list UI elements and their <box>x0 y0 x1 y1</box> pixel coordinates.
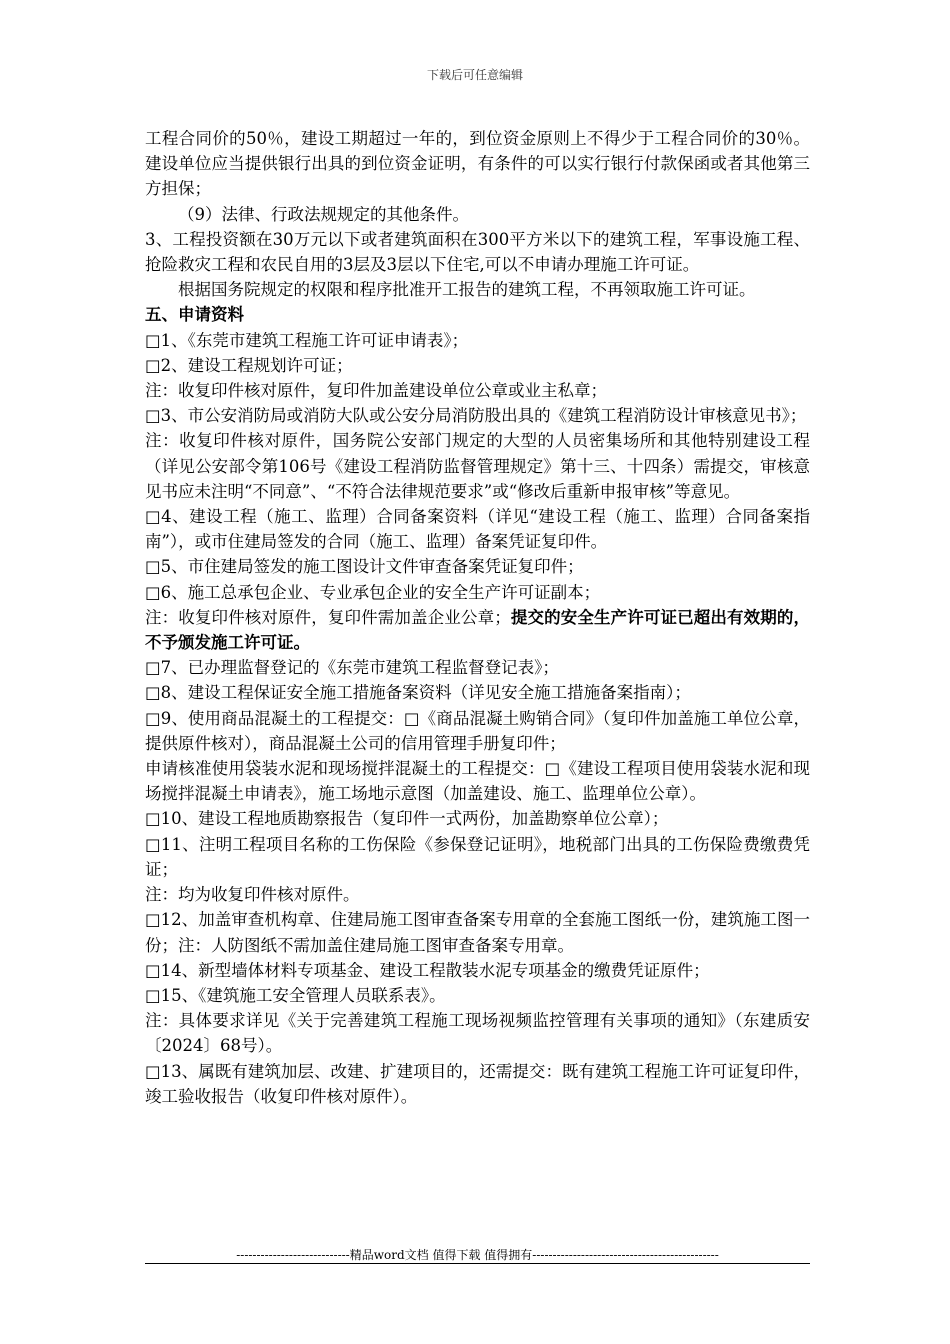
note-item-11: 注：均为收复印件核对原件。 <box>145 885 360 905</box>
item-9-bagged-cement: 申请核准使用袋装水泥和现场搅拌混凝土的工程提交：□《建设工程项目使用袋装水泥和现场搅拌混凝土申请表》，施工场地示意图（加盖建设、施工、监理单位公章）。 <box>145 759 810 804</box>
item-10: □10、建设工程地质勘察报告（复印件一式两份，加盖勘察单位公章）； <box>145 809 669 829</box>
note-item-6-bold: 提交的安全生产许可证已超出有效期的，不予颁发施工许可证。 <box>145 607 811 653</box>
section-heading-materials: 五、申请资料 <box>145 305 244 325</box>
item-13: □13、属既有建筑加层、改建、扩建项目的，还需提交：既有建筑工程施工许可证复印件，竣工验收报告（收复印件核对原件）。 <box>145 1061 810 1106</box>
note-item-15: 注：具体要求详见《关于完善建筑工程施工现场视频监控管理有关事项的通知》（东建质安〔2024〕68号）。 <box>145 1011 810 1056</box>
item-15: □15、《建筑施工安全管理人员联系表》。 <box>145 985 446 1005</box>
paragraph-capital-requirement: 工程合同价的50％，建设工期超过一年的，到位资金原则上不得少于工程合同价的30％。建设单位应当提供银行出具的到位资金证明，有条件的可以实行银行付款保函或者其他第三方担保； <box>145 129 810 199</box>
item-14: □14、新型墙体材料专项基金、建设工程散装水泥专项基金的缴费凭证原件； <box>145 960 710 980</box>
note-item-6 <box>145 605 810 655</box>
item-6: □6、施工总承包企业、专业承包企业的安全生产许可证副本； <box>145 582 601 602</box>
paragraph-exemption: 3、工程投资额在30万元以下或者建筑面积在300平方米以下的建筑工程，军事设施工程、抢险救灾工程和农民自用的3层及3层以下住宅,可以不申请办理施工许可证。 <box>145 229 810 275</box>
item-8: □8、建设工程保证安全施工措施备案资料（详见安全施工措施备案指南）； <box>145 683 691 703</box>
page-footer: ----------------------------精品word文档 值得下载 值得拥有---------------------------------------------- <box>236 1248 719 1262</box>
item-5: □5、市住建局签发的施工图设计文件审查备案凭证复印件； <box>145 557 584 577</box>
note-item-3: 注：收复印件核对原件，国务院公安部门规定的大型的人员密集场所和其他特别建设工程（详见公安部令第106号《建设工程消防监督管理规定》第十三、十四条）需提交，审核意见书应未注明“不同意”、“不符合法律规范要求”或“修改后重新申报审核”等意见。 <box>145 431 810 501</box>
item-7: □7、已办理监督登记的《东莞市建筑工程监督登记表》； <box>145 658 559 678</box>
item-4: □4、建设工程（施工、监理）合同备案资料（详见“建设工程（施工、监理）合同备案指南”），或市住建局签发的合同（施工、监理）备案凭证复印件。 <box>145 507 810 552</box>
footer-rule <box>145 1263 810 1264</box>
page-header: 下载后可任意编辑 <box>426 68 523 82</box>
item-2: □2、建设工程规划许可证； <box>145 355 353 375</box>
item-3: □3、市公安消防局或消防大队或公安分局消防股出具的《建筑工程消防设计审核意见书》； <box>145 406 807 426</box>
note-item-2: 注：收复印件核对原件，复印件加盖建设单位公章或业主私章； <box>145 381 607 401</box>
item-9: □9、使用商品混凝土的工程提交：□《商品混凝土购销合同》（复印件加盖施工单位公章，提供原件核对），商品混凝土公司的信用管理手册复印件； <box>145 708 810 753</box>
paragraph-state-council: 根据国务院规定的权限和程序批准开工报告的建筑工程，不再领取施工许可证。 <box>178 280 756 300</box>
item-1: □1、《东莞市建筑工程施工许可证申请表》； <box>145 330 469 350</box>
paragraph-condition-9: （9）法律、行政法规规定的其他条件。 <box>178 204 469 224</box>
item-12: □12、加盖审查机构章、住建局施工图审查备案专用章的全套施工图纸一份，建筑施工图一份；注：人防图纸不需加盖住建局施工图审查备案专用章。 <box>145 910 810 955</box>
document-body <box>145 126 810 1109</box>
note-item-6-text: 注：收复印件核对原件，复印件需加盖企业公章； <box>145 607 511 627</box>
item-11: □11、注明工程项目名称的工伤保险《参保登记证明》，地税部门出具的工伤保险费缴费凭证； <box>145 834 810 879</box>
